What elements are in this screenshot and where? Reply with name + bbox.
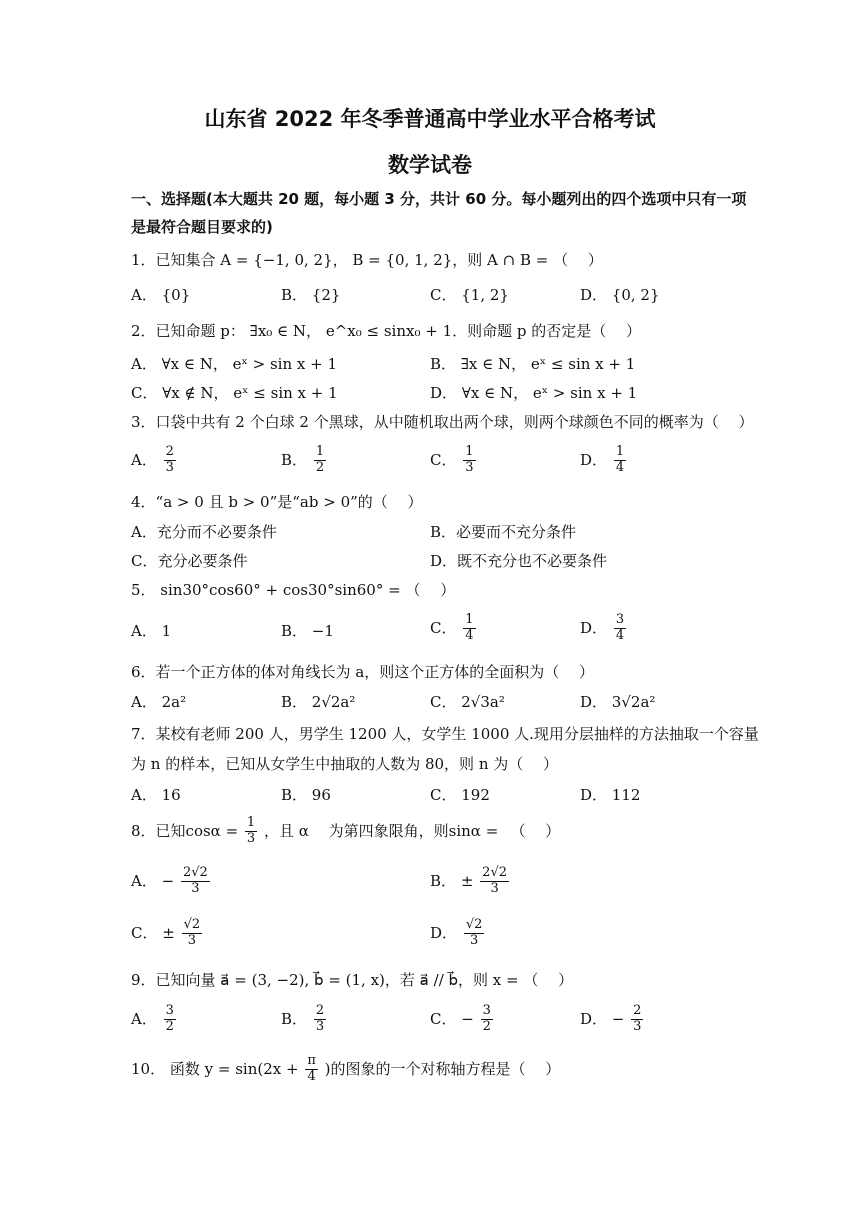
fraction-numerator: √2 xyxy=(465,917,483,932)
question-7-option-b: B． 96 xyxy=(281,786,331,804)
fraction-numerator: 2√2 xyxy=(182,865,208,880)
question-9-stem: 9．已知向量 a⃗ = (3, −2), b⃗ = (1, x)，若 a⃗ // b⃗，则 x = （ ） xyxy=(131,971,574,989)
option-label: D． xyxy=(580,618,608,637)
option-label: C． xyxy=(430,1009,457,1028)
exam-subtitle: 数学试卷 xyxy=(388,153,472,177)
fraction-numerator: √2 xyxy=(183,917,201,932)
question-2-option-a: A． ∀x ∈ N， eˣ > sin x + 1 xyxy=(131,355,338,373)
question-1-option-c: C． {1, 2} xyxy=(430,286,509,304)
question-1-option-d: D． {0, 2} xyxy=(580,286,660,304)
fraction-numerator: 2√2 xyxy=(482,865,507,880)
fraction xyxy=(463,613,475,644)
sign: ± xyxy=(460,871,474,890)
fraction xyxy=(305,1054,318,1085)
question-9-option-a xyxy=(131,1004,178,1035)
fraction xyxy=(631,1004,643,1035)
fraction-numerator: 3 xyxy=(482,1003,491,1018)
question-2-stem: 2．已知命题 p： ∃x₀ ∈ N， e^x₀ ≤ sinx₀ + 1．则命题 p 的否定是（ ） xyxy=(131,322,642,340)
fraction xyxy=(164,1004,176,1035)
question-3-option-b xyxy=(281,445,328,476)
question-5-option-a: A． 1 xyxy=(131,622,172,640)
fraction-denominator: 2 xyxy=(315,459,325,475)
question-6-stem: 6．若一个正方体的体对角线长为 a，则这个正方体的全面积为（ ） xyxy=(131,663,595,681)
question-8-stem xyxy=(131,816,560,847)
fraction xyxy=(314,1004,326,1035)
question-7-option-a: A． 16 xyxy=(131,786,181,804)
question-7-stem-line2: 为 n 的样本，已知从女学生中抽取的人数为 80，则 n 为（ ） xyxy=(131,755,559,773)
question-4-option-b: B．必要而不充分条件 xyxy=(430,523,577,541)
question-3-option-a xyxy=(131,445,178,476)
fraction-denominator: 2 xyxy=(165,1018,174,1034)
fraction-denominator: 3 xyxy=(490,880,499,896)
question-8-option-d xyxy=(430,918,486,949)
question-8-option-b xyxy=(430,866,511,897)
fraction-numerator: 2 xyxy=(633,1003,642,1018)
sign: − xyxy=(161,871,175,890)
fraction-numerator: π xyxy=(307,1053,316,1068)
fraction-numerator: 1 xyxy=(465,612,474,627)
fraction xyxy=(182,918,203,949)
exam-title: 山东省 2022 年冬季普通高中学业水平合格考试 xyxy=(204,107,656,131)
fraction xyxy=(314,445,326,476)
section-heading-line2: 是最符合题目要求的) xyxy=(131,218,273,236)
option-label: C． xyxy=(430,618,457,637)
question-5-option-c xyxy=(430,613,478,644)
fraction-numerator: 3 xyxy=(615,612,625,627)
fraction-numerator: 3 xyxy=(165,1003,174,1018)
fraction-denominator: 4 xyxy=(465,627,474,643)
fraction-numerator: 1 xyxy=(246,815,256,830)
question-1-stem: 1．已知集合 A = {−1, 0, 2}， B = {0, 1, 2}，则 A ∩ B = （ ） xyxy=(131,251,603,269)
fraction-denominator: 3 xyxy=(465,459,474,475)
fraction xyxy=(464,918,485,949)
question-1-option-b: B． {2} xyxy=(281,286,341,304)
option-label: D． xyxy=(430,923,458,942)
sign: − xyxy=(611,1009,625,1028)
fraction-numerator: 1 xyxy=(315,444,325,459)
option-label: B． xyxy=(281,1009,308,1028)
question-2-option-c: C． ∀x ∉ N， eˣ ≤ sin x + 1 xyxy=(131,384,338,402)
question-4-option-c: C．充分必要条件 xyxy=(131,552,248,570)
question-2-option-d: D． ∀x ∈ N， eˣ > sin x + 1 xyxy=(430,384,638,402)
option-label: C． xyxy=(131,923,158,942)
option-label: D． xyxy=(580,450,608,469)
fraction-denominator: 3 xyxy=(246,830,256,846)
section-heading-line1: 一、选择题(本大题共 20 题，每小题 3 分，共计 60 分。每小题列出的四个选项中只有一项 xyxy=(131,190,747,208)
option-label: B． xyxy=(430,871,457,890)
question-4-option-d: D．既不充分也不必要条件 xyxy=(430,552,608,570)
fraction-denominator: 3 xyxy=(187,932,197,948)
fraction-denominator: 3 xyxy=(165,459,174,475)
question-7-stem-line1: 7．某校有老师 200 人，男学生 1200 人，女学生 1000 人.现用分层抽样的方法抽取一个容量 xyxy=(131,725,759,743)
question-7-option-d: D． 112 xyxy=(580,786,641,804)
question-6-option-b: B． 2√2a² xyxy=(281,693,356,711)
question-9-option-c xyxy=(430,1004,495,1035)
question-9-option-d xyxy=(580,1004,645,1035)
option-label: C． xyxy=(430,450,457,469)
question-5-option-b: B． −1 xyxy=(281,622,334,640)
fraction-denominator: 4 xyxy=(615,459,625,475)
fraction-denominator: 3 xyxy=(315,1018,325,1034)
question-8-option-c xyxy=(131,918,204,949)
fraction-denominator: 4 xyxy=(615,627,625,643)
question-5-stem: 5． sin30°cos60° + cos30°sin60° = （ ） xyxy=(131,581,456,599)
fraction-denominator: 2 xyxy=(482,1018,491,1034)
fraction-denominator: 3 xyxy=(191,880,200,896)
sign: − xyxy=(461,1009,474,1028)
option-label: A． xyxy=(131,450,157,469)
stem-text-post: ，且 α 为第四象限角，则sinα = （ ） xyxy=(263,821,561,840)
fraction-numerator: 1 xyxy=(615,444,625,459)
question-6-option-a: A． 2a² xyxy=(131,693,187,711)
fraction-numerator: 2 xyxy=(165,444,174,459)
stem-text-pre: 10． 函数 y = sin(2x + xyxy=(131,1059,299,1078)
fraction xyxy=(614,445,626,476)
option-label: A． xyxy=(131,1009,157,1028)
question-9-option-b xyxy=(281,1004,328,1035)
question-4-stem: 4．“a > 0 且 b > 0”是“ab > 0”的（ ） xyxy=(131,493,423,511)
fraction xyxy=(614,613,626,644)
fraction-numerator: 2 xyxy=(315,1003,325,1018)
question-8-option-a xyxy=(131,866,212,897)
question-3-option-c xyxy=(430,445,478,476)
fraction xyxy=(181,866,210,897)
question-2-option-b: B． ∃x ∈ N， eˣ ≤ sin x + 1 xyxy=(430,355,636,373)
fraction xyxy=(481,1004,493,1035)
fraction-denominator: 3 xyxy=(469,932,479,948)
question-6-option-d: D． 3√2a² xyxy=(580,693,656,711)
question-3-stem: 3．口袋中共有 2 个白球 2 个黑球，从中随机取出两个球，则两个球颜色不同的概率为（ ） xyxy=(131,413,754,431)
question-3-option-d xyxy=(580,445,628,476)
option-label: D． xyxy=(580,1009,608,1028)
fraction xyxy=(480,866,509,897)
fraction xyxy=(463,445,475,476)
fraction xyxy=(245,816,257,847)
stem-text-pre: 8．已知cosα = xyxy=(131,821,239,840)
sign: ± xyxy=(162,923,175,942)
stem-text-post: )的图象的一个对称轴方程是（ ） xyxy=(324,1059,561,1078)
question-7-option-c: C． 192 xyxy=(430,786,490,804)
option-label: A． xyxy=(131,871,157,890)
option-label: B． xyxy=(281,450,308,469)
fraction-numerator: 1 xyxy=(465,444,474,459)
question-6-option-c: C． 2√3a² xyxy=(430,693,505,711)
fraction-denominator: 3 xyxy=(633,1018,642,1034)
question-5-option-d xyxy=(580,613,628,644)
fraction-denominator: 4 xyxy=(307,1068,316,1084)
question-1-option-a: A． {0} xyxy=(131,286,191,304)
question-10-stem xyxy=(131,1054,560,1085)
fraction xyxy=(164,445,176,476)
question-4-option-a: A．充分而不必要条件 xyxy=(131,523,277,541)
